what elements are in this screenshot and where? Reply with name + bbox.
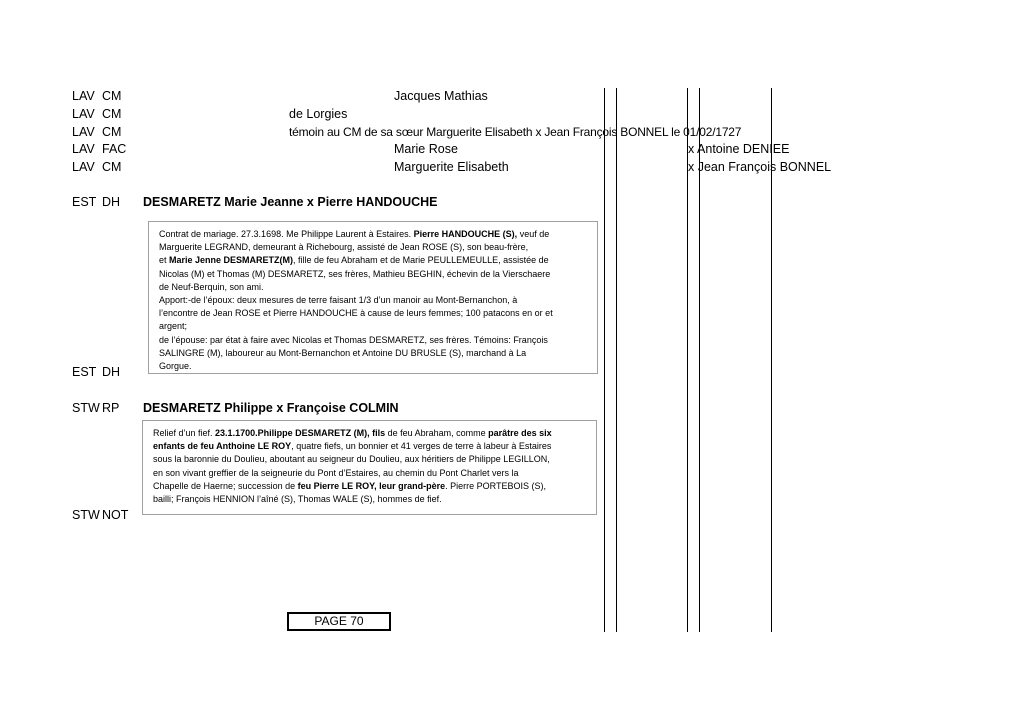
- note-line: Gorgue.: [159, 361, 192, 372]
- page-number: PAGE 70: [287, 612, 391, 631]
- note-line: l’encontre de Jean ROSE et Pierre HANDOUCHE à cause de leurs femmes; 100 patacons en or et: [159, 308, 553, 319]
- row-code: LAV: [72, 160, 95, 174]
- note-line: Nicolas (M) et Thomas (M) DESMARETZ, ses frères, Mathieu BEGHIN, échevin de la Vierschaere: [159, 268, 551, 279]
- row-code: LAV: [72, 125, 95, 139]
- row-code: LAV: [72, 89, 95, 103]
- section-title: DESMARETZ Marie Jeanne x Pierre HANDOUCHE: [143, 195, 438, 209]
- column-rule: [604, 88, 605, 632]
- row-type: CM: [102, 107, 122, 121]
- note-line: de Neuf-Berquin, son ami.: [159, 281, 264, 292]
- note-line: Apport:-de l’époux: deux mesures de terre faisant 1/3 d’un manoir au Mont-Bernanchon, à: [159, 295, 518, 306]
- note-line: de l’épouse: par état à faire avec Nicolas et Thomas DESMARETZ, ses frères. Témoins: François: [159, 334, 548, 345]
- note-line: et Marie Jenne DESMARETZ(M), fille de feu Abraham et de Marie PEULLEMEULLE, assistée de: [159, 255, 549, 266]
- row-type: CM: [102, 160, 122, 174]
- note-line: sous la baronnie du Doulieu, aboutant au seigneur du Doulieu, aux héritiers de Philippe LEGILLON,: [153, 454, 550, 465]
- marriage-contract-note: [148, 221, 598, 374]
- row-text: Jacques Mathias: [394, 89, 488, 103]
- section-type: DH: [102, 195, 121, 209]
- row-type: CM: [102, 89, 122, 103]
- row-type: CM: [102, 125, 122, 139]
- note-line: SALINGRE (M), laboureur au Mont-Bernanchon et Antoine DU BRUSLE (S), marchand à La: [159, 347, 527, 358]
- row-code: LAV: [72, 142, 95, 156]
- section-type: RP: [102, 401, 120, 415]
- note-line: bailli; François HENNION l’aîné (S), Thomas WALE (S), hommes de fief.: [153, 494, 442, 505]
- section-code: STW: [72, 401, 100, 415]
- section-code: STW: [72, 508, 100, 522]
- row-spouse: x Antoine DENIEE: [688, 142, 790, 156]
- note-line: enfants de feu Anthoine LE ROY, quatre fiefs, un bonnier et 41 verges de terre à labeur à Estaires: [153, 441, 552, 452]
- section-code: EST: [72, 365, 97, 379]
- note-line: Chapelle de Haerne; succession de feu Pierre LE ROY, leur grand-père. Pierre PORTEBOIS (S),: [153, 480, 546, 491]
- note-line: Marguerite LEGRAND, demeurant à Richebourg, assisté de Jean ROSE (S), son beau-frère,: [159, 242, 529, 253]
- section-title: DESMARETZ Philippe x Françoise COLMIN: [143, 401, 399, 415]
- row-text: Marguerite Elisabeth: [394, 160, 509, 174]
- row-code: LAV: [72, 107, 95, 121]
- column-rule: [616, 88, 617, 632]
- row-text: de Lorgies: [289, 107, 348, 121]
- row-type: FAC: [102, 142, 127, 156]
- note-line: Relief d’un fief. 23.1.1700.Philippe DESMARETZ (M), fils de feu Abraham, comme parâtre des six: [153, 428, 552, 438]
- note-line: argent;: [159, 321, 188, 332]
- fief-relief-note: [142, 420, 597, 515]
- row-text: Marie Rose: [394, 142, 458, 156]
- section-type: DH: [102, 365, 121, 379]
- row-spouse: x Jean François BONNEL: [688, 160, 832, 174]
- section-code: EST: [72, 195, 97, 209]
- row-text: témoin au CM de sa sœur Marguerite Elisabeth x Jean François BONNEL le 01/02/1727: [289, 125, 742, 139]
- note-line: Contrat de mariage. 27.3.1698. Me Philippe Laurent à Estaires. Pierre HANDOUCHE (S), veuf de: [159, 229, 550, 239]
- section-type: NOT: [102, 508, 129, 522]
- note-line: en son vivant greffier de la seigneurie du Pont d’Estaires, au chemin du Pont Charlet vers la: [153, 467, 519, 478]
